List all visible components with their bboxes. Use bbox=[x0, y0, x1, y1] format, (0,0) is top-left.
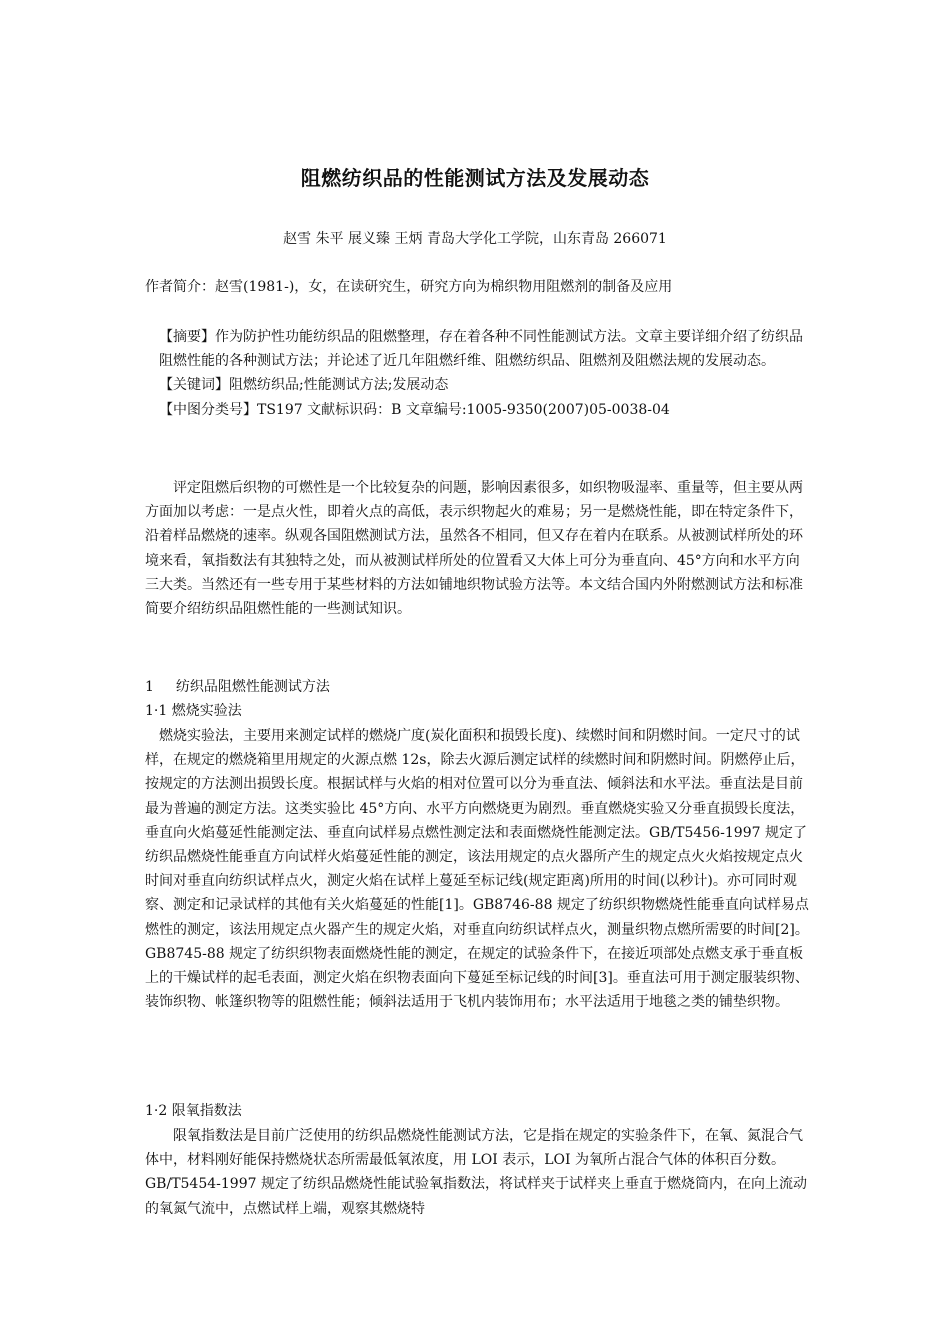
section-1-2-heading: 1·2 限氧指数法 bbox=[145, 1103, 242, 1119]
page-title: 阻燃纺织品的性能测试方法及发展动态 bbox=[300, 166, 650, 190]
abstract-classification: 【中图分类号】TS197 文献标识码：B 文章编号:1005-9350(2007)05-0038-04 bbox=[159, 401, 670, 418]
section-1-2-paragraph: 限氧指数法是目前广泛使用的纺织品燃烧性能测试方法，它是指在规定的实验条件下，在氧、氮混合气体中，材料刚好能保持燃烧状态所需最低氧浓度，用 LOI 表示，LOI 为氧所占混合气体的体积百分数。GB/T5454-1997 规定了纺织品燃烧性能试验氧指数法，将试样夹于试样夹上垂直于燃烧筒内，在向上流动的氧氮气流中，点燃试样上端，观察其燃烧特 bbox=[145, 1128, 807, 1217]
abstract-section bbox=[145, 325, 810, 422]
section-1-number: 1 bbox=[145, 679, 154, 695]
section-1-title: 纺织品阻燃性能测试方法 bbox=[175, 679, 330, 695]
authors-line: 赵雪 朱平 展义臻 王炳 青岛大学化工学院，山东青岛 266071 bbox=[283, 231, 667, 247]
abstract-keywords: 【关键词】阻燃纺织品;性能测试方法;发展动态 bbox=[159, 377, 449, 394]
author-bio: 作者简介：赵雪(1981-)，女，在读研究生，研究方向为棉织物用阻燃剂的制备及应用 bbox=[145, 279, 673, 295]
abstract-summary: 【摘要】作为防护性功能纺织品的阻燃整理，存在着各种不同性能测试方法。文章主要详细介绍了纺织品阻燃性能的各种测试方法；并论述了近几年阻燃纤维、阻燃纺织品、阻燃剂及阻燃法规的发展动态。 bbox=[159, 329, 803, 370]
section-1-heading bbox=[145, 676, 330, 696]
section-1-1-paragraph: 燃烧实验法，主要用来测定试样的燃烧广度(炭化面积和损毁长度)、续燃时间和阴燃时间。一定尺寸的试样，在规定的燃烧箱里用规定的火源点燃 12s，除去火源后测定试样的续燃时间和阴燃时间。阴燃停止后，按规定的方法测出损毁长度。根据试样与火焰的相对位置可以分为垂直法、倾斜法和水平法。垂直法是目前最为普遍的测定方法。这类实验比 45°方向、水平方向燃烧更为剧烈。垂直燃烧实验又分垂直损毁长度法，垂直向火焰蔓延性能测定法、垂直向试样易点燃性测定法和表面燃烧性能测定法。GB/T5456-1997 规定了纺织品燃烧性能垂直方向试样火焰蔓延性能的测定，该法用规定的点火器所产生的规定点火火焰按规定点火时间对垂直向纺织试样点火，测定火焰在试样上蔓延至标记线(规定距离)所用的时间(以秒计)。亦可同时观察、测定和记录试样的其他有关火焰蔓延的性能[1]。GB8746-88 规定了纺织织物燃烧性能垂直向试样易点燃性的测定，该法用规定点火器产生的规定火焰，对垂直向纺织试样点火，测量织物点燃所需要的时间[2]。GB8745-88 规定了纺织织物表面燃烧性能的测定，在规定的试验条件下，在接近项部处点燃支承于垂直板上的干燥试样的起毛表面，测定火焰在织物表面向下蔓延至标记线的时间[3]。垂直法可用于测定服装织物、装饰织物、帐篷织物等的阻燃性能；倾斜法适用于飞机内装饰用布；水平法适用于地毯之类的铺垫织物。 bbox=[145, 728, 809, 1011]
section-1-1-heading: 1·1 燃烧实验法 bbox=[145, 703, 242, 719]
section-1-2-body bbox=[145, 1124, 810, 1221]
intro-paragraph-block bbox=[145, 476, 810, 621]
intro-paragraph: 评定阻燃后织物的可燃性是一个比较复杂的问题，影响因素很多，如织物吸湿率、重量等，但主要从两方面加以考虑：一是点火性，即着火点的高低，表示织物起火的难易；另一是燃烧性能，即在特定条件下，沿着样品燃烧的速率。纵观各国阻燃测试方法，虽然各不相同，但又存在着内在联系。从被测试样所处的环境来看，氧指数法有其独特之处，而从被测试样所处的位置看又大体上可分为垂直向、45°方向和水平方向三大类。当然还有一些专用于某些材料的方法如铺地织物试验方法等。本文结合国内外附燃测试方法和标准简要介绍纺织品阻燃性能的一些测试知识。 bbox=[145, 480, 803, 618]
section-1-1-body bbox=[145, 724, 810, 1014]
